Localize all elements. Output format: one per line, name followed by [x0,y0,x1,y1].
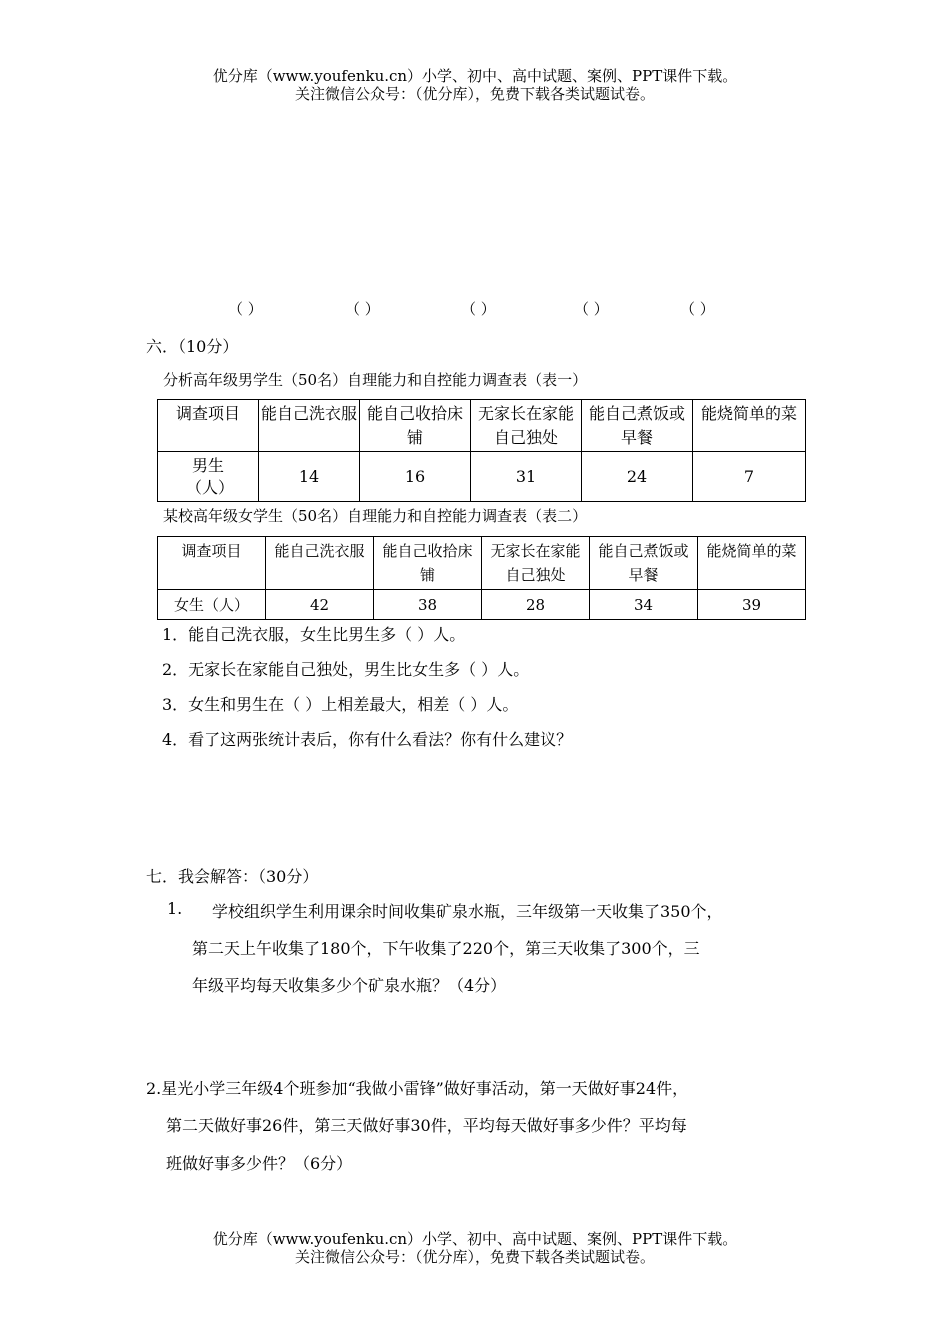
survey-table-boys [157,399,806,502]
table-header-cell: 调查项目 [158,400,259,452]
table-header-cell: 无家长在家能自己独处 [482,537,590,590]
footer-line-2: 关注微信公众号：（优分库），免费下载各类试题试卷。 [294,1248,655,1266]
table-header-cell: 能自己煮饭或早餐 [582,400,693,452]
question-3: 3．女生和男生在（ ）上相差最大，相差（ ）人。 [162,695,519,714]
problem-1-number: 1. [167,899,183,918]
question-1: 1．能自己洗衣服，女生比男生多（ ）人。 [162,625,466,644]
problem-2-line-2: 第二天做好事26件，第三天做好事30件，平均每天做好事多少件？平均每 [166,1116,687,1135]
problem-1-line-3: 年级平均每天收集多少个矿泉水瓶？（4分） [192,976,507,995]
page-header [0,67,950,103]
header-line-1: 优分库（www.youfenku.cn）小学、初中、高中试题、案例、PPT课件下载。 [212,67,738,85]
table-1-caption: 分析高年级男学生（50名）自理能力和自控能力调查表（表一） [163,371,588,389]
table-header-cell: 能自己收拾床铺 [360,400,471,452]
problem-1-line-1: 学校组织学生利用课余时间收集矿泉水瓶，三年级第一天收集了350个， [212,902,723,921]
table-header-cell: 能自己洗衣服 [266,537,374,590]
table-row-label: 女生（人） [158,590,266,620]
table-2-caption: 某校高年级女学生（50名）自理能力和自控能力调查表（表二） [163,507,588,525]
problem-2-line-3: 班做好事多少件？（6分） [166,1154,353,1173]
problem-1-line-2: 第二天上午收集了180个，下午收集了220个，第三天收集了300个，三 [192,939,700,958]
answer-blank: （ ） [228,300,263,318]
table-header-cell: 能烧简单的菜 [698,537,806,590]
question-4: 4．看了这两张统计表后，你有什么看法？你有什么建议？ [162,730,573,749]
table-cell: 34 [590,590,698,620]
table-cell: 7 [693,452,806,502]
table-header-cell: 无家长在家能自己独处 [471,400,582,452]
table-row-label: 男生（人） [158,452,259,502]
section-6-title: 六．（10分） [146,337,239,356]
answer-blank: （ ） [461,300,496,318]
table-cell: 31 [471,452,582,502]
table-cell: 39 [698,590,806,620]
table-cell: 28 [482,590,590,620]
header-line-2: 关注微信公众号：（优分库），免费下载各类试题试卷。 [294,85,655,103]
table-cell: 38 [374,590,482,620]
table-cell: 14 [259,452,360,502]
answer-blank: （ ） [345,300,380,318]
question-2: 2．无家长在家能自己独处，男生比女生多（ ）人。 [162,660,530,679]
footer-line-1: 优分库（www.youfenku.cn）小学、初中、高中试题、案例、PPT课件下载。 [212,1230,738,1248]
table-header-cell: 能自己收拾床铺 [374,537,482,590]
table-header-cell: 调查项目 [158,537,266,590]
table-cell: 42 [266,590,374,620]
answer-blank: （ ） [680,300,715,318]
problem-2-line-1: 2.星光小学三年级4个班参加“我做小雷锋”做好事活动，第一天做好事24件， [146,1079,689,1098]
table-header-cell: 能自己洗衣服 [259,400,360,452]
table-header-cell: 能烧简单的菜 [693,400,806,452]
survey-table-girls [157,536,806,620]
page-footer [0,1230,950,1266]
table-cell: 16 [360,452,471,502]
table-header-cell: 能自己煮饭或早餐 [590,537,698,590]
section-7-title: 七．我会解答：（30分） [146,867,319,886]
table-cell: 24 [582,452,693,502]
answer-blank: （ ） [574,300,609,318]
